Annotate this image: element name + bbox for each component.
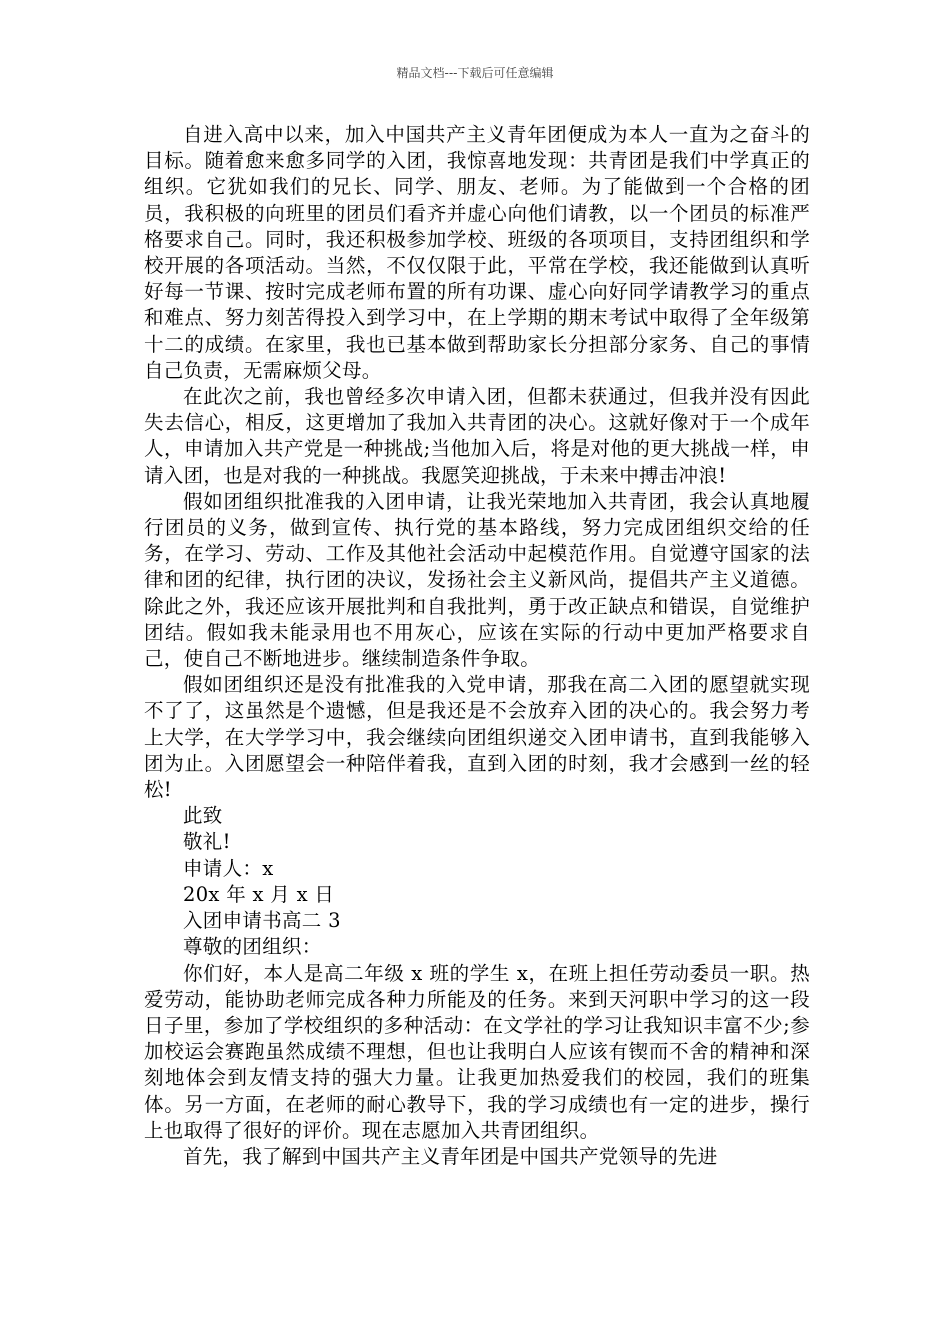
date-line: 20x 年 x 月 x 日 (183, 882, 335, 906)
closing-greeting: 此致 (183, 804, 223, 828)
paragraph-3: 假如团组织批准我的入团申请，让我光荣地加入共青团，我会认真地履行团员的义务，做到宣传、执行党的基本路线，努力完成团组织交给的任务，在学习、劳动、工作及其他社会活动中起模范作用。自觉遵守国家的法律和团的纪律，执行团的决议，发扬社会主义新风尚，提倡共产主义道德。除此之外，我还应该开展批判和自我批判，勇于改正缺点和错误，自觉维护团结。假如我未能录用也不用灰心，应该在实际的行动中更加严格要求自己，使自己不断地进步。继续制造条件争取。 (144, 489, 810, 671)
section-title: 入团申请书高二 3 (183, 909, 341, 933)
salutation: 尊敬的团组织： (183, 935, 322, 959)
applicant-line: 申请人：x (183, 856, 274, 880)
document-body (144, 122, 810, 1170)
paragraph-5: 你们好，本人是高二年级 x 班的学生 x，在班上担任劳动委员一职。热爱劳动，能协助老师完成各种力所能及的任务。来到天河职中学习的这一段日子里，参加了学校组织的多种活动：在文学社的学习让我知识丰富不少;参加校运会赛跑虽然成绩不理想，但也让我明白人应该有锲而不舍的精神和深刻地体会到友情支持的强大力量。让我更加热爱我们的校园，我们的班集体。另一方面，在老师的耐心教导下，我的学习成绩也有一定的进步，操行上也取得了很好的评价。现在志愿加入共青团组织。 (144, 961, 810, 1142)
page-header: 精品文档---下载后可任意编辑 (396, 66, 554, 80)
paragraph-1: 自进入高中以来，加入中国共产主义青年团便成为本人一直为之奋斗的目标。随着愈来愈多同学的入团，我惊喜地发现：共青团是我们中学真正的组织。它犹如我们的兄长、同学、朋友、老师。为了能做到一个合格的团员，我积极的向班里的团员们看齐并虚心向他们请教，以一个团员的标准严格要求自己。同时，我还积极参加学校、班级的各项项目，支持团组织和学校开展的各项活动。当然，不仅仅限于此，平常在学校，我还能做到认真听好每一节课、按时完成老师布置的所有功课、虚心向好同学请教学习的重点和难点、努力刻苦得投入到学习中，在上学期的期末考试中取得了全年级第十二的成绩。在家里，我也已基本做到帮助家长分担部分家务、自己的事情自己负责，无需麻烦父母。 (144, 123, 810, 382)
paragraph-6: 首先，我了解到中国共产主义青年团是中国共产党领导的先进 (183, 1144, 718, 1168)
closing-salute: 敬礼! (183, 830, 231, 854)
paragraph-2: 在此次之前，我也曾经多次申请入团，但都未获通过，但我并没有因此失去信心，相反，这更增加了我加入共青团的决心。这就好像对于一个成年人，申请加入共产党是一种挑战;当他加入后，将是对他的更大挑战一样，申请入团，也是对我的一种挑战。我愿笑迎挑战，于未来中搏击冲浪! (144, 385, 810, 487)
paragraph-4: 假如团组织还是没有批准我的入党申请，那我在高二入团的愿望就实现不了了，这虽然是个遗憾，但是我还是不会放弃入团的决心的。我会努力考上大学，在大学学习中，我会继续向团组织递交入团申请书，直到我能够入团为止。入团愿望会一种陪伴着我，直到入团的时刻，我才会感到一丝的轻松! (144, 673, 810, 802)
